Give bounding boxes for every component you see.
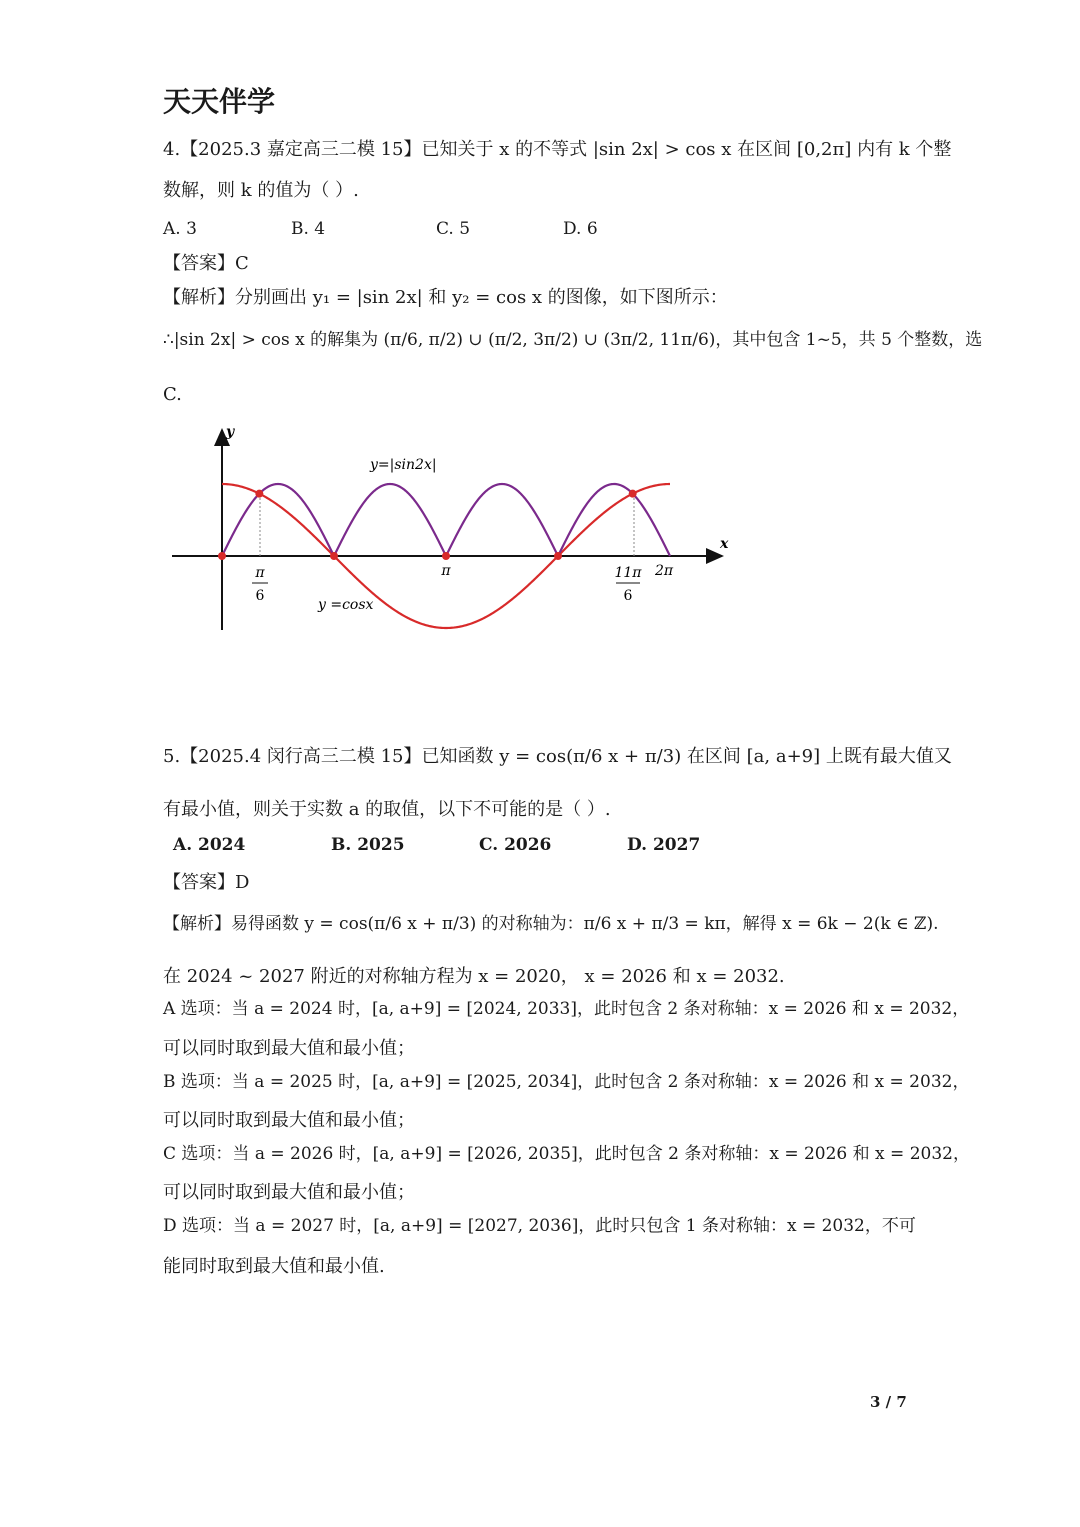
q5-option-b: B. 2025	[331, 835, 405, 855]
q4-analysis-line2: ∴|sin 2x| > cos x 的解集为 (π/6, π/2) ∪ (π/2, 3π/2) ∪ (3π/2, 11π/6)，其中包含 1~5，共 5 个整数，选	[163, 330, 983, 350]
intersection-point-2	[330, 552, 338, 560]
q5-analysis-line1: 【解析】易得函数 y = cos(π/6 x + π/3) 的对称轴为：π/6 x + π/3 = kπ，解得 x = 6k − 2(k ∈ ℤ).	[163, 914, 939, 934]
q5-option-a: A. 2024	[173, 835, 246, 855]
q5-stem-line2: 有最小值，则关于实数 a 的取值，以下不可能的是（ ）.	[163, 799, 611, 820]
q5-option-c: C. 2026	[479, 835, 552, 855]
tick-2pi: 2π	[654, 563, 674, 579]
q4-stem-line2: 数解，则 k 的值为（ ）.	[163, 180, 359, 201]
q5-option-c-conclusion: 可以同时取到最大值和最小值；	[163, 1182, 415, 1203]
q5-option-d-conclusion: 能同时取到最大值和最小值.	[163, 1256, 385, 1277]
q5-option-b-conclusion: 可以同时取到最大值和最小值；	[163, 1110, 415, 1131]
q4-option-a: A. 3	[163, 219, 197, 239]
intersection-point-3	[554, 552, 562, 560]
q4-option-d: D. 6	[563, 219, 598, 239]
intersection-point-4	[629, 490, 637, 498]
cos-label: y =cosx	[318, 597, 374, 613]
q4-stem-line1: 4.【2025.3 嘉定高三二模 15】已知关于 x 的不等式 |sin 2x| > cos x 在区间 [0,2π] 内有 k 个整	[163, 139, 952, 160]
q5-option-c-analysis: C 选项：当 a = 2026 时，[a, a+9] = [2026, 2035]，此时包含 2 条对称轴：x = 2026 和 x = 2032，	[163, 1144, 970, 1164]
q4-option-c: C. 5	[436, 219, 471, 239]
intersection-point-6	[442, 552, 450, 560]
q5-option-b-analysis: B 选项：当 a = 2025 时，[a, a+9] = [2025, 2034]，此时包含 2 条对称轴：x = 2026 和 x = 2032，	[163, 1072, 970, 1092]
page-number: 3 / 7	[870, 1393, 907, 1411]
q5-answer: 【答案】D	[163, 872, 250, 893]
intersection-point-5	[218, 552, 226, 560]
q5-option-a-analysis: A 选项：当 a = 2024 时，[a, a+9] = [2024, 2033]，此时包含 2 条对称轴：x = 2026 和 x = 2032，	[163, 999, 970, 1019]
q5-stem-line1: 5.【2025.4 闵行高三二模 15】已知函数 y = cos(π/6 x + π/3) 在区间 [a, a+9] 上既有最大值又	[163, 746, 952, 767]
q4-answer: 【答案】C	[163, 253, 249, 274]
tick-pi6-denominator: 6	[255, 588, 265, 604]
y-axis-label: y	[226, 424, 235, 440]
intersection-point-1	[255, 490, 263, 498]
tick-11pi6-denominator: 6	[623, 588, 633, 604]
q4-analysis-line1: 【解析】分别画出 y₁ = |sin 2x| 和 y₂ = cos x 的图像，如下图所示：	[163, 287, 728, 308]
tick-pi: π	[441, 563, 451, 579]
x-axis-label: x	[720, 536, 729, 552]
tick-pi6-numerator: π	[255, 565, 265, 581]
q5-option-d: D. 2027	[627, 835, 701, 855]
tick-11pi6-numerator: 11π	[614, 565, 642, 581]
q5-option-d-analysis: D 选项：当 a = 2027 时，[a, a+9] = [2027, 2036]，此时只包含 1 条对称轴：x = 2032，不可	[163, 1216, 916, 1236]
abs-sin2x-curve	[222, 484, 670, 556]
function-graph-figure	[160, 420, 760, 640]
page-header-title: 天天伴学	[163, 85, 276, 118]
q4-analysis-line3: C.	[163, 384, 182, 405]
q4-option-b: B. 4	[291, 219, 326, 239]
q5-option-a-conclusion: 可以同时取到最大值和最小值；	[163, 1038, 415, 1059]
abs-sin2x-label: y=|sin2x|	[370, 457, 437, 473]
q5-analysis-line2: 在 2024 ~ 2027 附近的对称轴方程为 x = 2020， x = 2026 和 x = 2032.	[163, 966, 785, 987]
